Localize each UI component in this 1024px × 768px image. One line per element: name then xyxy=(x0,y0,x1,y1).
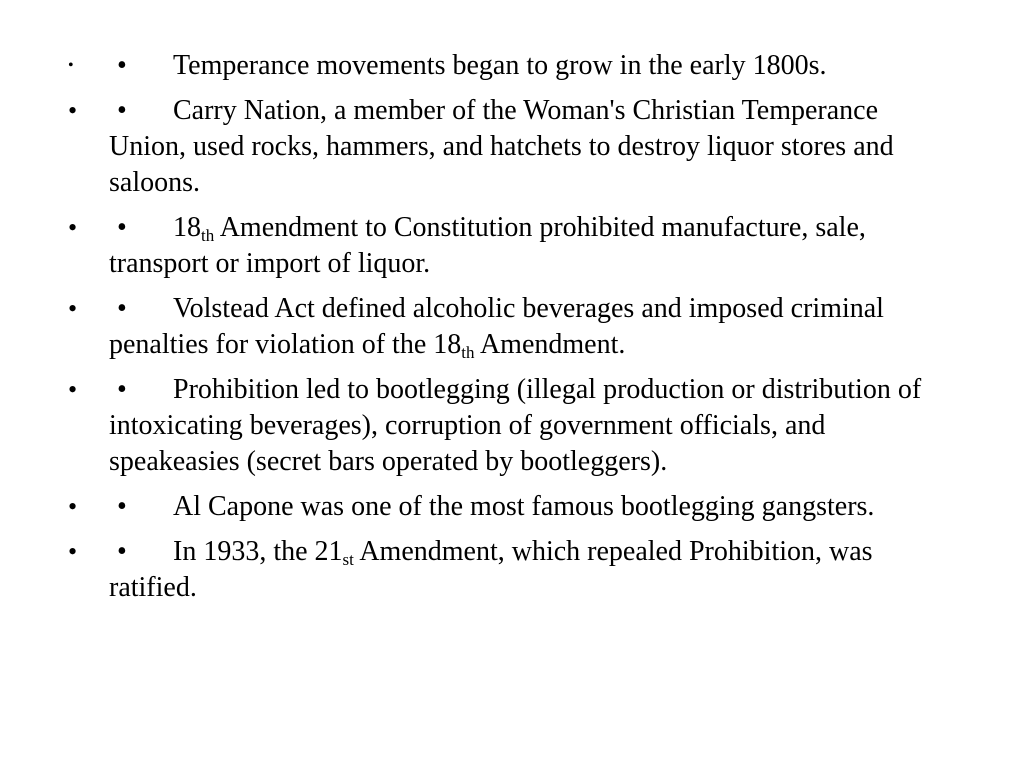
list-item xyxy=(0,372,1024,480)
item-text-after: Amendment, which repealed Prohibition, was ratified. xyxy=(109,536,873,603)
item-text: Temperance movements began to grow in the early 1800s. xyxy=(173,50,827,81)
item-text-before: Volstead Act defined alcoholic beverages and imposed criminal penalties for violation of the 18 xyxy=(109,293,884,360)
item-text-after: Amendment to Constitution prohibited manufacture, sale, transport or import of liquor. xyxy=(109,212,866,279)
list-item xyxy=(0,210,1024,282)
bullet-list xyxy=(0,48,1024,615)
list-item xyxy=(0,291,1024,363)
item-text: Carry Nation, a member of the Woman's Christian Temperance Union, used rocks, hammers, and hatchets to destroy liquor stores and saloons. xyxy=(109,95,894,198)
item-text: Prohibition led to bootlegging (illegal production or distribution of intoxicating beverages), corruption of government officials, and speakeasies (secret bars operated by bootleggers). xyxy=(109,374,922,477)
inner-bullet-icon: • xyxy=(117,50,127,81)
ordinal-suffix: st xyxy=(342,550,354,569)
inner-bullet-icon: • xyxy=(117,491,127,522)
list-item xyxy=(0,48,1024,84)
item-text-before: 18 xyxy=(173,212,201,243)
item-text-before: In 1933, the 21 xyxy=(173,536,343,567)
bullet-icon: • xyxy=(68,213,78,242)
ordinal-suffix: th xyxy=(201,226,215,245)
inner-bullet-icon: • xyxy=(117,293,127,324)
ordinal-suffix: th xyxy=(461,343,475,362)
list-item xyxy=(0,489,1024,525)
bullet-icon: • xyxy=(68,537,78,566)
bullet-icon: • xyxy=(68,96,78,125)
inner-bullet-icon: • xyxy=(117,374,127,405)
bullet-icon: • xyxy=(68,492,78,521)
inner-bullet-icon: • xyxy=(117,95,127,126)
inner-bullet-icon: • xyxy=(117,536,127,567)
inner-bullet-icon: • xyxy=(117,212,127,243)
list-item xyxy=(0,93,1024,201)
bullet-icon: • xyxy=(68,57,74,74)
item-text: Al Capone was one of the most famous bootlegging gangsters. xyxy=(173,491,875,522)
bullet-icon: • xyxy=(68,375,78,404)
item-text-after: Amendment. xyxy=(474,329,626,360)
bullet-icon: • xyxy=(68,294,78,323)
list-item xyxy=(0,534,1024,606)
